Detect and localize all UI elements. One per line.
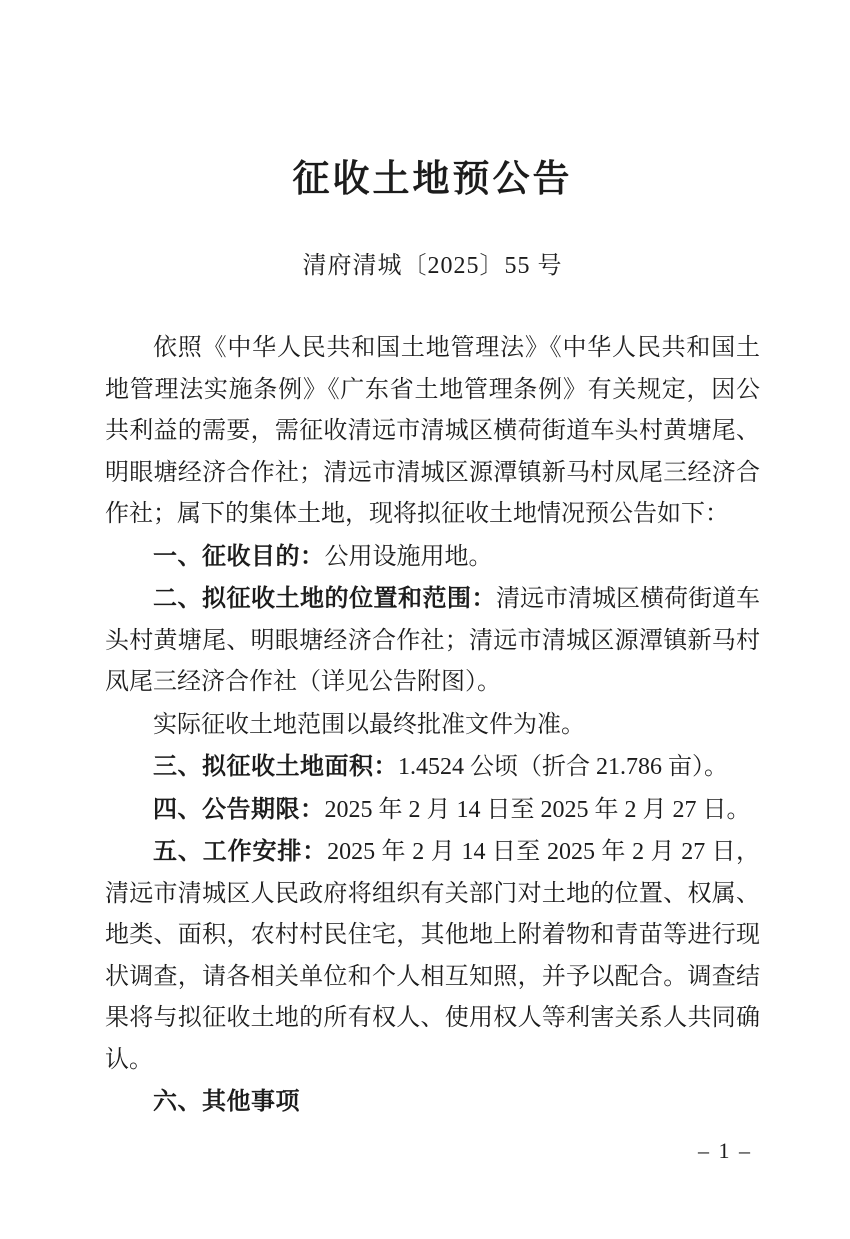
paragraph-heading: 一、征收目的： (153, 542, 325, 570)
page-number: – 1 – (698, 1138, 752, 1163)
paragraph-heading: 二、拟征收土地的位置和范围： (153, 585, 496, 612)
paragraph (105, 327, 760, 536)
paragraph-text: 2025 年 2 月 14 日至 2025 年 2 月 27 日。 (324, 796, 751, 823)
paragraph (105, 1081, 760, 1124)
paragraph (105, 704, 760, 747)
paragraph-text: 清远市清城区横荷街道车头村黄塘尾、明眼塘经济合作社；清远市清城区源潭镇新马村凤尾三经济合作社（详见公告附图）。 (105, 586, 760, 695)
paragraph-text: 公用设施用地。 (324, 543, 493, 570)
paragraph-text: 2025 年 2 月 14 日至 2025 年 2 月 27 日，清远市清城区人民政府将组织有关部门对土地的位置、权属、地类、面积，农村村民住宅，其他地上附着物和青苗等进行现状调查，请各相关单位和个人相互知照，并予以配合。调查结果将与拟征收土地的所有权人、使用权人等利害关系人共同确认。 (105, 839, 761, 1073)
paragraph-heading: 五、工作安排： (153, 838, 328, 865)
paragraph-text: 1.4524 公顷（折合 21.786 亩）。 (398, 754, 728, 780)
paragraph-text: 依照《中华人民共和国土地管理法》《中华人民共和国土地管理法实施条例》《广东省土地管理条例》有关规定，因公共利益的需要，需征收清远市清城区横荷街道车头村黄塘尾、明眼塘经济合作社；清远市清城区源潭镇新马村凤尾三经济合作社；属下的集体土地，现将拟征收土地情况预公告如下： (105, 335, 760, 527)
document-title: 征收土地预公告 (292, 159, 573, 200)
paragraph-heading: 六、其他事项 (153, 1088, 300, 1115)
document-number: 清府清城〔2025〕55 号 (302, 253, 563, 279)
paragraph-text: 实际征收土地范围以最终批准文件为准。 (153, 711, 585, 738)
paragraph-heading: 三、拟征收土地面积： (153, 753, 398, 780)
paragraph (105, 746, 760, 789)
paragraph (105, 578, 760, 704)
document-body (105, 327, 760, 1124)
paragraph (105, 831, 760, 1081)
paragraph-heading: 四、公告期限： (153, 795, 325, 823)
paragraph (105, 536, 760, 579)
paragraph (105, 789, 760, 832)
